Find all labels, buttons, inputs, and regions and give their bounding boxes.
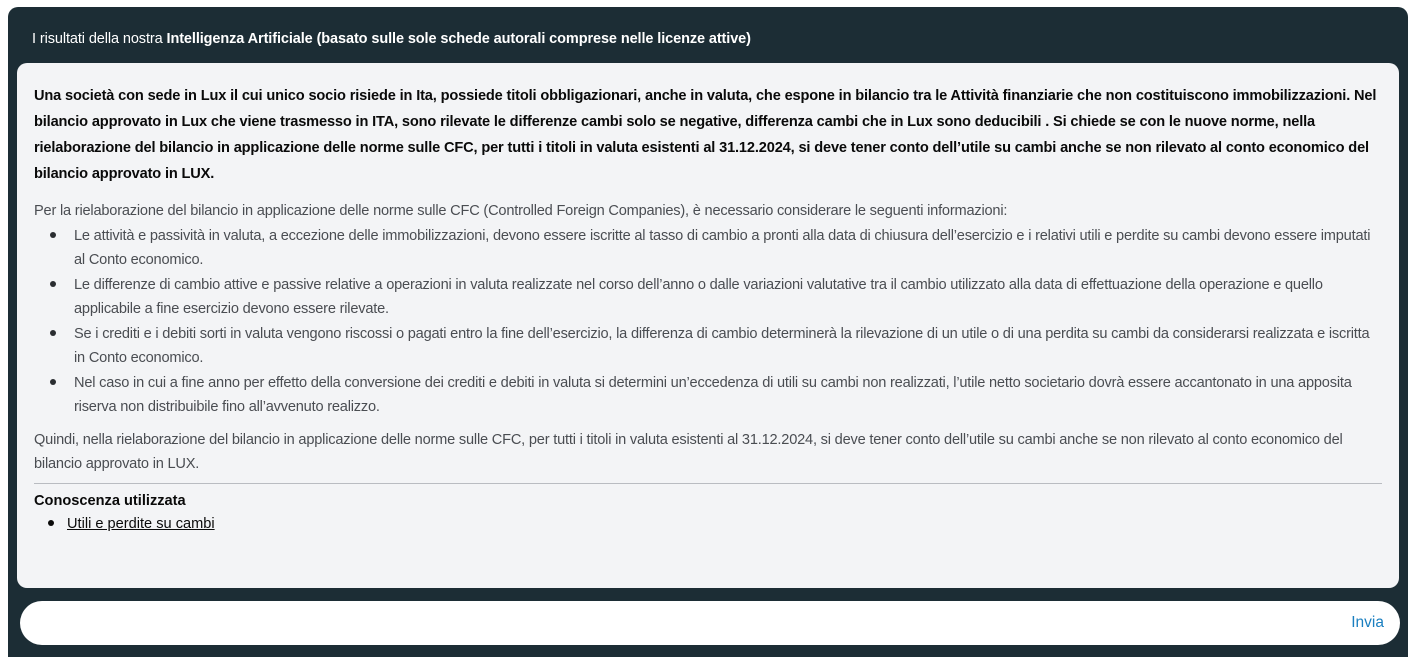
- ai-answer: [34, 199, 1382, 477]
- header-prefix: I risultati della nostra: [32, 31, 167, 47]
- panel-header: [32, 29, 751, 49]
- knowledge-list-item: [67, 514, 1382, 534]
- list-item: Le differenze di cambio attive e passive relative a operazioni in valuta realizzate nel corso dell’anno o dalle variazioni valutative tra il cambio utilizzato alla data di effettuazione della operazione e quello applicabile a fine esercizio devono essere rilevate.: [74, 273, 1382, 322]
- answer-intro: Per la rielaborazione del bilancio in applicazione delle norme sulle CFC (Controlled Foreign Companies), è necessario considerare le seguenti informazioni:: [34, 203, 1008, 219]
- message-input-bar: [20, 601, 1400, 645]
- list-item: Le attività e passività in valuta, a eccezione delle immobilizzazioni, devono essere iscritte al tasso di cambio a pronti alla data di chiusura dell’esercizio e i relativi utili e perdite su cambi devono essere imputati al Conto economico.: [74, 224, 1382, 273]
- answer-bullet-list: [34, 224, 1382, 420]
- send-button[interactable]: Invia: [1351, 614, 1384, 631]
- divider: [34, 483, 1382, 484]
- knowledge-list: [34, 514, 1382, 534]
- knowledge-title: Conoscenza utilizzata: [34, 492, 186, 509]
- answer-conclusion: Quindi, nella rielaborazione del bilancio in applicazione delle norme sulle CFC, per tutti i titoli in valuta esistenti al 31.12.2024, si deve tener conto dell’utile su cambi anche se non rilevato al conto economico del bilancio approvato in LUX.: [34, 431, 1343, 472]
- header-bold-title: Intelligenza Artificiale (basato sulle sole schede autorali comprese nelle licenze attive): [166, 31, 751, 47]
- message-input[interactable]: [40, 601, 1334, 647]
- knowledge-link[interactable]: Utili e perdite su cambi: [67, 515, 215, 532]
- user-question: Una società con sede in Lux il cui unico socio risiede in Ita, possiede titoli obbligazionari, anche in valuta, che espone in bilancio tra le Attività finanziarie che non costituiscono immobilizzazioni. Nel bilancio approvato in Lux che viene trasmesso in ITA, sono rilevate le differenze cambi solo se negative, differenza cambi che in Lux sono deducibili . Si chiede se con le nuove norme, nella rielaborazione del bilancio in applicazione delle norme sulle CFC, per tutti i titoli in valuta esistenti al 31.12.2024, si deve tener conto dell’utile su cambi anche se non rilevato al conto economico del bilancio approvato in LUX.: [34, 88, 1377, 182]
- list-item: Nel caso in cui a fine anno per effetto della conversione dei crediti e debiti in valuta si determini un’eccedenza di utili su cambi non realizzati, l’utile netto societario dovrà essere accantonato in una apposita riserva non distribuibile fino all’avvenuto realizzo.: [74, 371, 1382, 420]
- list-item: Se i crediti e i debiti sorti in valuta vengono riscossi o pagati entro la fine dell’esercizio, la differenza di cambio determinerà la rilevazione di un utile o di una perdita su cambi da considerarsi realizzata e iscritta in Conto economico.: [74, 322, 1382, 371]
- response-card: [17, 63, 1399, 588]
- ai-results-panel: [8, 7, 1408, 657]
